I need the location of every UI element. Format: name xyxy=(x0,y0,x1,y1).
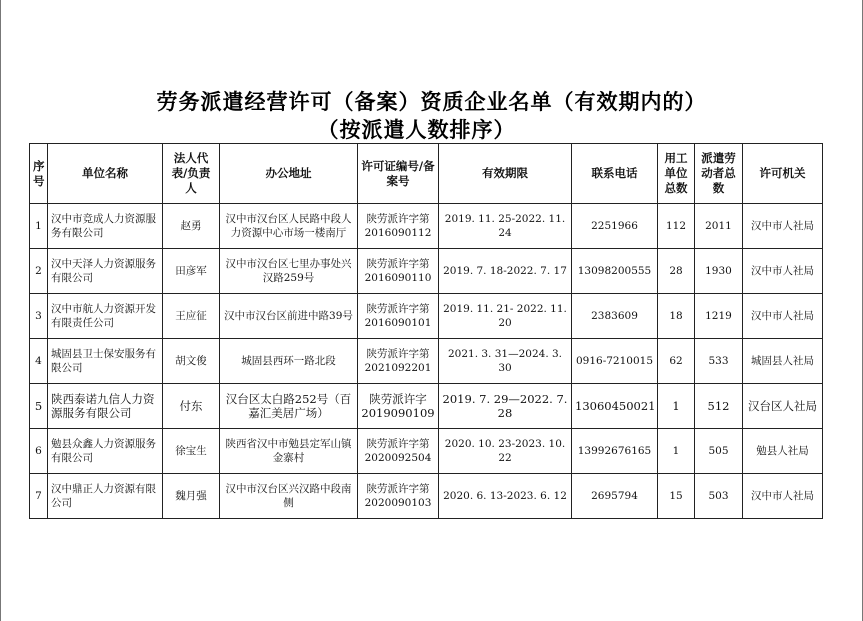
cell-rep: 赵勇 xyxy=(163,204,220,249)
table-row xyxy=(30,204,823,249)
cell-authority: 汉中市人社局 xyxy=(743,294,823,339)
cell-license: 陕劳派许字第2016090110 xyxy=(358,249,439,294)
cell-addr: 汉台区太白路252号（百嘉汇美居广场） xyxy=(220,384,358,429)
cell-no: 3 xyxy=(30,294,48,339)
cell-no: 2 xyxy=(30,249,48,294)
cell-dispatched: 1219 xyxy=(695,294,743,339)
table-row xyxy=(30,474,823,519)
cell-license: 陕劳派许字第2021092201 xyxy=(358,339,439,384)
cell-employees: 112 xyxy=(658,204,695,249)
cell-addr: 汉中市汉台区七里办事处兴汉路259号 xyxy=(220,249,358,294)
cell-employees: 28 xyxy=(658,249,695,294)
cell-no: 5 xyxy=(30,384,48,429)
cell-dispatched: 1930 xyxy=(695,249,743,294)
cell-addr: 汉中市汉台区兴汉路中段南侧 xyxy=(220,474,358,519)
cell-employees: 1 xyxy=(658,429,695,474)
cell-name: 陕西泰诺九信人力资源服务有限公司 xyxy=(48,384,163,429)
cell-phone: 2383609 xyxy=(572,294,658,339)
cell-no: 6 xyxy=(30,429,48,474)
cell-dispatched: 505 xyxy=(695,429,743,474)
cell-license: 陕劳派许字2019090109 xyxy=(358,384,439,429)
cell-authority: 汉中市人社局 xyxy=(743,204,823,249)
table-row xyxy=(30,294,823,339)
table-row xyxy=(30,384,823,429)
cell-addr: 汉中市汉台区人民路中段人力资源中心市场一楼南厅 xyxy=(220,204,358,249)
cell-phone: 13992676165 xyxy=(572,429,658,474)
cell-authority: 汉中市人社局 xyxy=(743,249,823,294)
cell-no: 1 xyxy=(30,204,48,249)
header-dispatched: 派遣劳动者总数 xyxy=(695,144,743,204)
cell-rep: 王应征 xyxy=(163,294,220,339)
cell-phone: 13060450021 xyxy=(572,384,658,429)
cell-license: 陕劳派许字第2016090112 xyxy=(358,204,439,249)
header-validity: 有效期限 xyxy=(439,144,572,204)
document-subtitle: （按派遣人数排序） xyxy=(317,117,516,142)
header-addr: 办公地址 xyxy=(220,144,358,204)
cell-dispatched: 503 xyxy=(695,474,743,519)
table-row xyxy=(30,429,823,474)
cell-dispatched: 533 xyxy=(695,339,743,384)
cell-no: 7 xyxy=(30,474,48,519)
header-license: 许可证编号/备案号 xyxy=(358,144,439,204)
cell-addr: 汉中市汉台区前进中路39号 xyxy=(220,294,358,339)
cell-name: 汉中鼎正人力资源有限公司 xyxy=(48,474,163,519)
cell-validity: 2019. 7. 18-2022. 7. 17 xyxy=(439,249,572,294)
cell-validity: 2019. 11. 25-2022. 11. 24 xyxy=(439,204,572,249)
cell-dispatched: 512 xyxy=(695,384,743,429)
cell-authority: 汉台区人社局 xyxy=(743,384,823,429)
header-row xyxy=(30,144,823,204)
cell-rep: 付东 xyxy=(163,384,220,429)
cell-no: 4 xyxy=(30,339,48,384)
cell-rep: 田彦军 xyxy=(163,249,220,294)
company-table xyxy=(29,143,823,519)
cell-validity: 2019. 7. 29—2022. 7. 28 xyxy=(439,384,572,429)
cell-rep: 徐宝生 xyxy=(163,429,220,474)
cell-license: 陕劳派许字第2020090103 xyxy=(358,474,439,519)
cell-employees: 1 xyxy=(658,384,695,429)
cell-employees: 62 xyxy=(658,339,695,384)
cell-employees: 18 xyxy=(658,294,695,339)
cell-name: 汉中市航人力资源开发有限责任公司 xyxy=(48,294,163,339)
cell-validity: 2019. 11. 21- 2022. 11. 20 xyxy=(439,294,572,339)
table-row xyxy=(30,339,823,384)
cell-validity: 2020. 6. 13-2023. 6. 12 xyxy=(439,474,572,519)
cell-authority: 城固县人社局 xyxy=(743,339,823,384)
cell-name: 汉中市竞成人力资源服务有限公司 xyxy=(48,204,163,249)
header-rep: 法人代表/负责人 xyxy=(163,144,220,204)
cell-phone: 13098200555 xyxy=(572,249,658,294)
cell-employees: 15 xyxy=(658,474,695,519)
cell-name: 城固县卫士保安服务有限公司 xyxy=(48,339,163,384)
cell-phone: 2251966 xyxy=(572,204,658,249)
cell-license: 陕劳派许字第2016090101 xyxy=(358,294,439,339)
header-name: 单位名称 xyxy=(48,144,163,204)
header-no: 序号 xyxy=(30,144,48,204)
cell-license: 陕劳派许字第2020092504 xyxy=(358,429,439,474)
cell-name: 汉中天泽人力资源服务有限公司 xyxy=(48,249,163,294)
cell-name: 勉县众鑫人力资源服务有限公司 xyxy=(48,429,163,474)
cell-dispatched: 2011 xyxy=(695,204,743,249)
cell-phone: 0916-7210015 xyxy=(572,339,658,384)
cell-addr: 城固县西环一路北段 xyxy=(220,339,358,384)
cell-authority: 勉县人社局 xyxy=(743,429,823,474)
cell-addr: 陕西省汉中市勉县定军山镇金寨村 xyxy=(220,429,358,474)
document-title: 劳务派遣经营许可（备案）资质企业名单（有效期内的） xyxy=(156,89,707,114)
header-employees: 用工单位总数 xyxy=(658,144,695,204)
cell-rep: 胡文俊 xyxy=(163,339,220,384)
cell-phone: 2695794 xyxy=(572,474,658,519)
cell-validity: 2021. 3. 31—2024. 3. 30 xyxy=(439,339,572,384)
cell-authority: 汉中市人社局 xyxy=(743,474,823,519)
header-authority: 许可机关 xyxy=(743,144,823,204)
table-row xyxy=(30,249,823,294)
cell-rep: 魏月强 xyxy=(163,474,220,519)
header-phone: 联系电话 xyxy=(572,144,658,204)
cell-validity: 2020. 10. 23-2023. 10. 22 xyxy=(439,429,572,474)
